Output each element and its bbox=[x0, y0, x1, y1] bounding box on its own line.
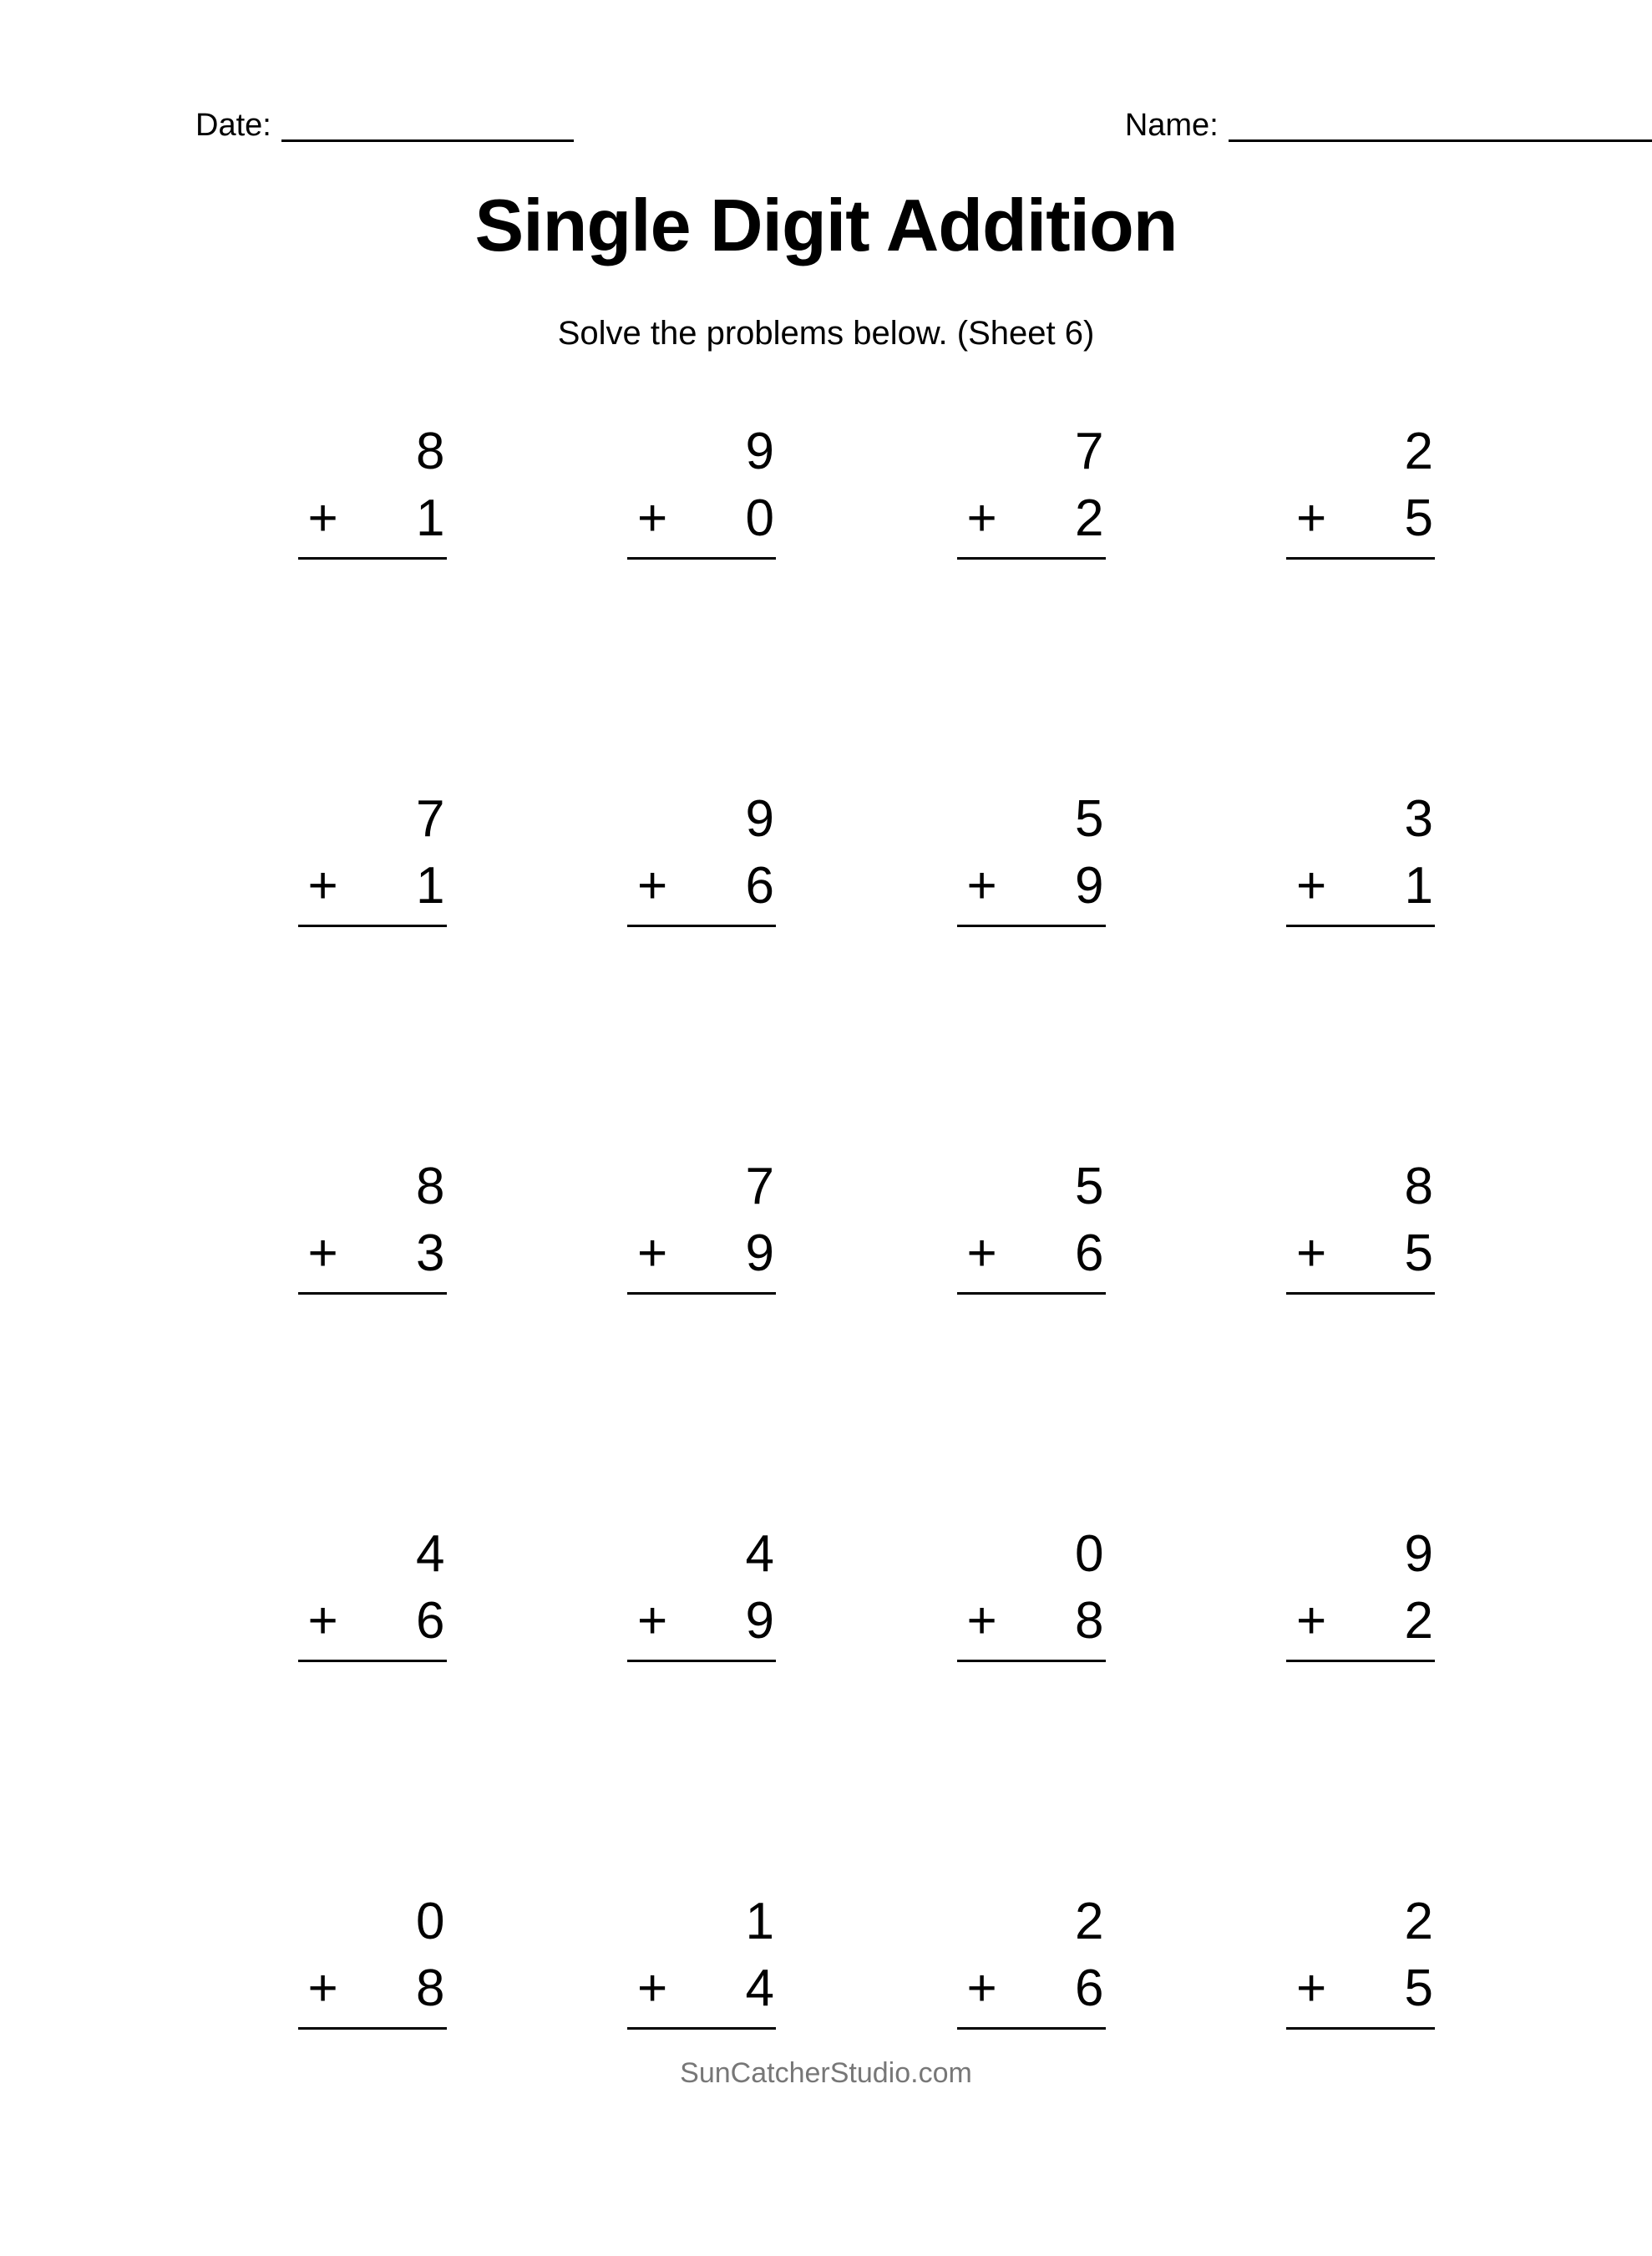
addend-bottom: 5 bbox=[1404, 1224, 1435, 1282]
problem-item bbox=[1156, 1153, 1486, 1521]
addend-top: 3 bbox=[1404, 789, 1435, 848]
addend-bottom-row bbox=[634, 1955, 776, 2022]
date-field[interactable] bbox=[195, 109, 574, 142]
name-field[interactable] bbox=[1125, 109, 1652, 142]
addend-top: 9 bbox=[745, 789, 776, 848]
problem-item bbox=[167, 1153, 497, 1521]
addend-bottom-row bbox=[1293, 485, 1435, 552]
addend-top: 7 bbox=[416, 789, 447, 848]
addend-top: 4 bbox=[745, 1524, 776, 1583]
answer-rule[interactable] bbox=[298, 1292, 447, 1295]
addend-bottom: 2 bbox=[1404, 1591, 1435, 1650]
answer-rule[interactable] bbox=[957, 2027, 1106, 2030]
addend-top: 0 bbox=[416, 1892, 447, 1950]
plus-operator: + bbox=[637, 1224, 670, 1282]
addend-bottom-row bbox=[964, 485, 1106, 552]
addend-bottom-row bbox=[305, 1220, 447, 1287]
plus-operator: + bbox=[307, 489, 340, 547]
answer-rule[interactable] bbox=[957, 1660, 1106, 1662]
plus-operator: + bbox=[966, 1591, 999, 1650]
plus-operator: + bbox=[307, 1959, 340, 2017]
plus-operator: + bbox=[307, 856, 340, 915]
name-label: Name: bbox=[1124, 108, 1219, 143]
addend-top: 9 bbox=[745, 422, 776, 480]
addend-bottom-row bbox=[1293, 1955, 1435, 2022]
problem-item bbox=[826, 1153, 1156, 1521]
addend-bottom-row bbox=[1293, 1588, 1435, 1655]
problem-item bbox=[1156, 418, 1486, 786]
problem-item bbox=[1156, 786, 1486, 1153]
plus-operator: + bbox=[1296, 489, 1329, 547]
addend-bottom-row bbox=[305, 1588, 447, 1655]
plus-operator: + bbox=[307, 1591, 340, 1650]
name-write-line[interactable] bbox=[1229, 111, 1652, 142]
addend-bottom: 3 bbox=[416, 1224, 447, 1282]
plus-operator: + bbox=[637, 1591, 670, 1650]
addend-top: 5 bbox=[1075, 1157, 1106, 1215]
answer-rule[interactable] bbox=[627, 2027, 776, 2030]
problem-item bbox=[497, 418, 827, 786]
page-subtitle: Solve the problems below. (Sheet 6) bbox=[557, 314, 1095, 352]
answer-rule[interactable] bbox=[298, 1660, 447, 1662]
problem-item bbox=[1156, 1521, 1486, 1888]
problem-item bbox=[497, 786, 827, 1153]
addend-bottom: 6 bbox=[745, 856, 776, 915]
plus-operator: + bbox=[307, 1224, 340, 1282]
addend-bottom-row bbox=[634, 1220, 776, 1287]
plus-operator: + bbox=[1296, 1591, 1329, 1650]
addend-bottom-row bbox=[305, 853, 447, 920]
addend-bottom: 6 bbox=[1075, 1224, 1106, 1282]
addend-top: 7 bbox=[1075, 422, 1106, 480]
answer-rule[interactable] bbox=[957, 1292, 1106, 1295]
answer-rule[interactable] bbox=[627, 1660, 776, 1662]
problem-item bbox=[497, 1153, 827, 1521]
answer-rule[interactable] bbox=[1286, 557, 1435, 560]
addend-bottom: 9 bbox=[745, 1591, 776, 1650]
addend-bottom: 6 bbox=[416, 1591, 447, 1650]
addend-bottom-row bbox=[1293, 1220, 1435, 1287]
answer-rule[interactable] bbox=[1286, 1660, 1435, 1662]
answer-rule[interactable] bbox=[957, 557, 1106, 560]
plus-operator: + bbox=[966, 856, 999, 915]
addend-bottom: 5 bbox=[1404, 1959, 1435, 2017]
addend-bottom: 1 bbox=[416, 856, 447, 915]
addend-bottom: 9 bbox=[745, 1224, 776, 1282]
addend-bottom: 8 bbox=[416, 1959, 447, 2017]
addend-top: 2 bbox=[1075, 1892, 1106, 1950]
answer-rule[interactable] bbox=[1286, 2027, 1435, 2030]
plus-operator: + bbox=[1296, 1959, 1329, 2017]
date-write-line[interactable] bbox=[281, 111, 574, 142]
problem-grid bbox=[167, 418, 1485, 2256]
addend-top: 7 bbox=[745, 1157, 776, 1215]
plus-operator: + bbox=[1296, 856, 1329, 915]
worksheet-header bbox=[167, 0, 1485, 142]
date-label: Date: bbox=[195, 108, 271, 143]
addend-bottom: 8 bbox=[1075, 1591, 1106, 1650]
addend-bottom-row bbox=[305, 1955, 447, 2022]
addend-bottom: 9 bbox=[1075, 856, 1106, 915]
problem-item bbox=[826, 418, 1156, 786]
problem-item bbox=[826, 1521, 1156, 1888]
problem-item bbox=[167, 786, 497, 1153]
addend-bottom-row bbox=[964, 1588, 1106, 1655]
plus-operator: + bbox=[637, 489, 670, 547]
addend-bottom-row bbox=[634, 485, 776, 552]
addend-bottom: 6 bbox=[1075, 1959, 1106, 2017]
addend-top: 2 bbox=[1404, 1892, 1435, 1950]
addend-top: 0 bbox=[1075, 1524, 1106, 1583]
answer-rule[interactable] bbox=[298, 557, 447, 560]
problem-item bbox=[167, 418, 497, 786]
addend-bottom-row bbox=[1293, 853, 1435, 920]
answer-rule[interactable] bbox=[1286, 1292, 1435, 1295]
addend-bottom-row bbox=[634, 853, 776, 920]
plus-operator: + bbox=[966, 489, 999, 547]
addend-top: 5 bbox=[1075, 789, 1106, 848]
addend-top: 9 bbox=[1404, 1524, 1435, 1583]
addend-bottom: 1 bbox=[416, 489, 447, 547]
addend-top: 8 bbox=[416, 422, 447, 480]
addend-bottom-row bbox=[305, 485, 447, 552]
addend-top: 8 bbox=[1404, 1157, 1435, 1215]
addend-bottom: 2 bbox=[1075, 489, 1106, 547]
answer-rule[interactable] bbox=[627, 557, 776, 560]
addend-bottom-row bbox=[634, 1588, 776, 1655]
answer-rule[interactable] bbox=[298, 2027, 447, 2030]
plus-operator: + bbox=[966, 1959, 999, 2017]
addend-bottom-row bbox=[964, 1955, 1106, 2022]
problem-item bbox=[167, 1521, 497, 1888]
addend-bottom-row bbox=[964, 853, 1106, 920]
addend-bottom: 1 bbox=[1404, 856, 1435, 915]
problem-item bbox=[826, 786, 1156, 1153]
addend-top: 4 bbox=[416, 1524, 447, 1583]
answer-rule[interactable] bbox=[1286, 925, 1435, 927]
addend-top: 8 bbox=[416, 1157, 447, 1215]
addend-top: 2 bbox=[1404, 422, 1435, 480]
addend-top: 1 bbox=[745, 1892, 776, 1950]
addend-bottom: 4 bbox=[745, 1959, 776, 2017]
problem-item bbox=[497, 1521, 827, 1888]
footer-credit: SunCatcherStudio.com bbox=[680, 2057, 972, 2089]
answer-rule[interactable] bbox=[957, 925, 1106, 927]
plus-operator: + bbox=[637, 856, 670, 915]
addend-bottom: 5 bbox=[1404, 489, 1435, 547]
plus-operator: + bbox=[966, 1224, 999, 1282]
addend-bottom-row bbox=[964, 1220, 1106, 1287]
answer-rule[interactable] bbox=[627, 1292, 776, 1295]
addend-bottom: 0 bbox=[745, 489, 776, 547]
plus-operator: + bbox=[1296, 1224, 1329, 1282]
page-title: Single Digit Addition bbox=[474, 184, 1178, 266]
plus-operator: + bbox=[637, 1959, 670, 2017]
answer-rule[interactable] bbox=[627, 925, 776, 927]
answer-rule[interactable] bbox=[298, 925, 447, 927]
